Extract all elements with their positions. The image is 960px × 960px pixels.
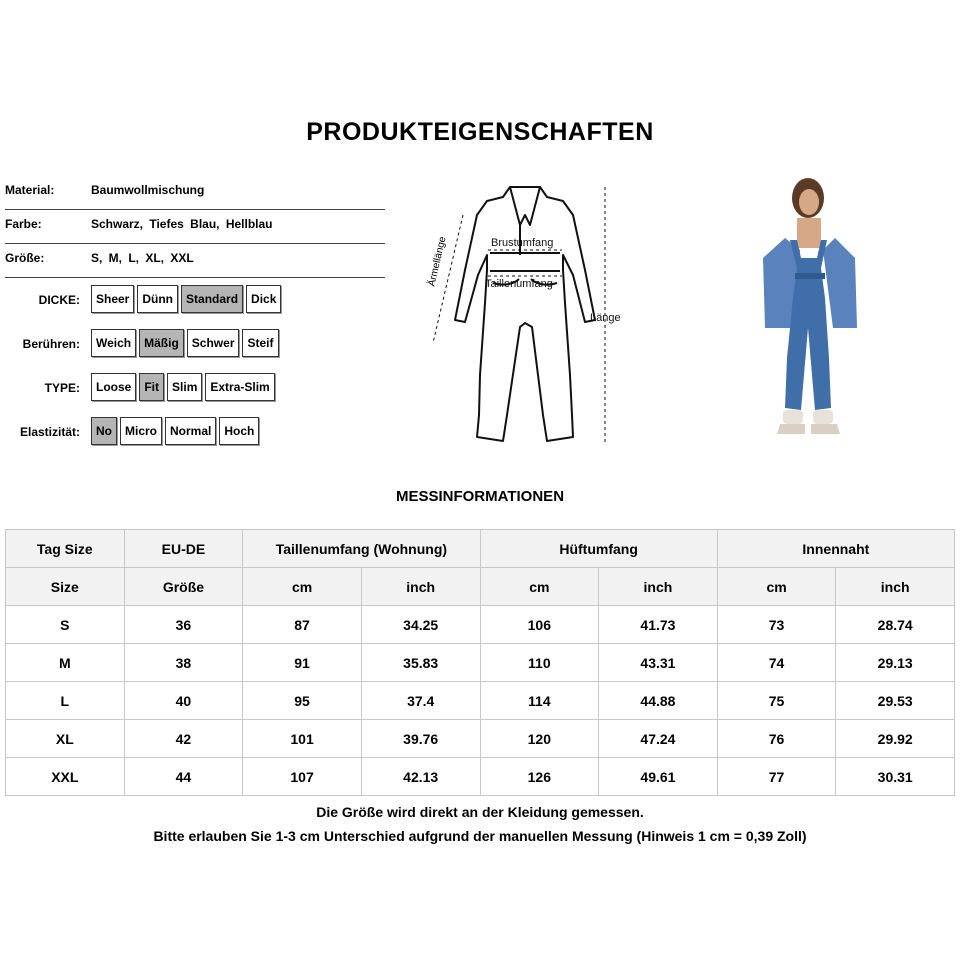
- option-label: DICKE:: [38, 293, 80, 307]
- option-hoch: Hoch: [219, 417, 259, 445]
- table-cell: 30.31: [836, 758, 955, 796]
- table-cell: 36: [124, 606, 243, 644]
- table-cell: XXL: [6, 758, 125, 796]
- option-group-touch: [91, 329, 279, 357]
- table-cell: L: [6, 682, 125, 720]
- option-dick: Dick: [246, 285, 281, 313]
- table-cell: 29.13: [836, 644, 955, 682]
- option-label: TYPE:: [44, 381, 80, 395]
- option-weich: Weich: [91, 329, 136, 357]
- option-extra-slim: Extra-Slim: [205, 373, 274, 401]
- table-cell: 73: [717, 606, 836, 644]
- attribute-label: Material:: [5, 183, 55, 197]
- table-row: [6, 720, 955, 758]
- table-subheader-row: [6, 568, 955, 606]
- option-group-type: [91, 373, 275, 401]
- table-cell: 87: [243, 606, 362, 644]
- table-cell: 39.76: [361, 720, 480, 758]
- option-row-elasticity: [0, 417, 80, 447]
- table-cell: 38: [124, 644, 243, 682]
- attribute-value: Schwarz, Tiefes Blau, Hellblau: [91, 217, 273, 231]
- header-cell: inch: [599, 568, 718, 606]
- option-row-touch: [0, 329, 80, 359]
- table-cell: 29.92: [836, 720, 955, 758]
- table-cell: 28.74: [836, 606, 955, 644]
- sleeve-length-label: Ärmellänge: [426, 235, 449, 288]
- attribute-row-size: [5, 243, 385, 278]
- table-cell: 126: [480, 758, 599, 796]
- table-cell: 35.83: [361, 644, 480, 682]
- note-tolerance: Bitte erlauben Sie 1-3 cm Unterschied aufgrund der manuellen Messung (Hinweis 1 cm = 0,39 Zoll): [153, 828, 807, 844]
- table-cell: 41.73: [599, 606, 718, 644]
- table-cell: 114: [480, 682, 599, 720]
- table-row: [6, 606, 955, 644]
- option-group-thickness: [91, 285, 281, 313]
- length-label: Länge: [590, 312, 621, 324]
- table-cell: 49.61: [599, 758, 718, 796]
- option-duenn: Dünn: [137, 285, 178, 313]
- attribute-value: S, M, L, XL, XXL: [91, 251, 194, 265]
- table-cell: 37.4: [361, 682, 480, 720]
- option-label: Elastizität:: [19, 425, 80, 439]
- waist-label: Taillenumfang: [485, 278, 553, 290]
- option-group-elasticity: [91, 417, 259, 445]
- table-cell: 29.53: [836, 682, 955, 720]
- option-maessig-selected: Mäßig: [139, 329, 184, 357]
- table-cell: 95: [243, 682, 362, 720]
- table-cell: 110: [480, 644, 599, 682]
- table-row: [6, 644, 955, 682]
- product-photo: [745, 178, 875, 456]
- table-header-row: [6, 530, 955, 568]
- option-schwer: Schwer: [187, 329, 240, 357]
- model-figure: [763, 178, 857, 434]
- header-cell: inch: [836, 568, 955, 606]
- table-cell: 40: [124, 682, 243, 720]
- attribute-label: Größe:: [5, 251, 45, 265]
- header-cell: Hüftumfang: [480, 530, 717, 568]
- table-cell: 47.24: [599, 720, 718, 758]
- table-cell: S: [6, 606, 125, 644]
- table-cell: 43.31: [599, 644, 718, 682]
- note-measured-directly: Die Größe wird direkt an der Kleidung gemessen.: [316, 804, 644, 820]
- option-row-thickness: [0, 285, 80, 315]
- option-steif: Steif: [242, 329, 278, 357]
- table-cell: 42: [124, 720, 243, 758]
- header-cell: EU-DE: [124, 530, 243, 568]
- table-cell: M: [6, 644, 125, 682]
- option-slim: Slim: [167, 373, 202, 401]
- table-cell: 91: [243, 644, 362, 682]
- measurement-table: [5, 529, 955, 796]
- option-sheer: Sheer: [91, 285, 134, 313]
- table-cell: 76: [717, 720, 836, 758]
- header-cell: cm: [243, 568, 362, 606]
- table-cell: 44.88: [599, 682, 718, 720]
- header-cell: Tag Size: [6, 530, 125, 568]
- attribute-label: Farbe:: [5, 217, 42, 231]
- table-row: [6, 682, 955, 720]
- header-cell: Größe: [124, 568, 243, 606]
- option-row-type: [0, 373, 80, 403]
- jumpsuit-outline: [455, 187, 595, 441]
- header-cell: inch: [361, 568, 480, 606]
- table-cell: 120: [480, 720, 599, 758]
- attribute-value: Baumwollmischung: [91, 183, 205, 197]
- table-cell: 106: [480, 606, 599, 644]
- table-cell: 77: [717, 758, 836, 796]
- table-row: [6, 758, 955, 796]
- attribute-row-material: [5, 175, 385, 210]
- table-cell: 42.13: [361, 758, 480, 796]
- table-cell: 34.25: [361, 606, 480, 644]
- page-title: PRODUKTEIGENSCHAFTEN: [306, 118, 654, 146]
- header-cell: Size: [6, 568, 125, 606]
- jumpsuit-measurement-diagram: [415, 175, 635, 460]
- option-loose: Loose: [91, 373, 136, 401]
- section-title: MESSINFORMATIONEN: [395, 488, 565, 505]
- option-standard-selected: Standard: [181, 285, 243, 313]
- table-cell: 107: [243, 758, 362, 796]
- header-cell: Taillenumfang (Wohnung): [243, 530, 480, 568]
- header-cell: Innennaht: [717, 530, 954, 568]
- table-cell: XL: [6, 720, 125, 758]
- option-no-selected: No: [91, 417, 117, 445]
- table-cell: 44: [124, 758, 243, 796]
- table-cell: 75: [717, 682, 836, 720]
- table-cell: 101: [243, 720, 362, 758]
- option-label: Berühren:: [22, 337, 80, 351]
- table-cell: 74: [717, 644, 836, 682]
- header-cell: cm: [717, 568, 836, 606]
- bust-label: Brustumfang: [491, 237, 554, 249]
- option-normal: Normal: [165, 417, 216, 445]
- option-fit-selected: Fit: [139, 373, 164, 401]
- attribute-row-color: [5, 209, 385, 244]
- option-micro: Micro: [120, 417, 162, 445]
- header-cell: cm: [480, 568, 599, 606]
